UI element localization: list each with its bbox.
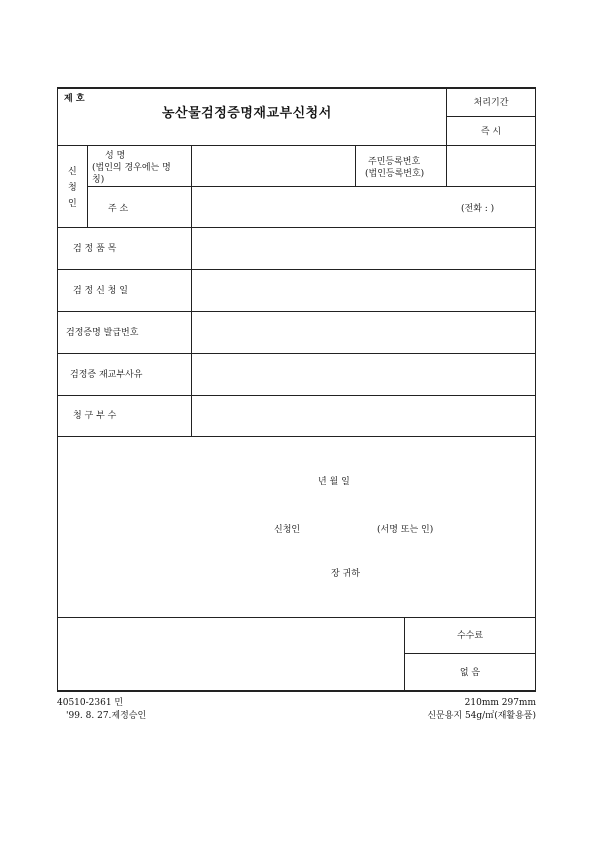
applicant-group-label-2: 청 <box>68 183 77 193</box>
frame-right <box>535 87 536 691</box>
reissue-reason-input[interactable] <box>192 354 535 395</box>
copies-input[interactable] <box>192 396 535 436</box>
row-label-application-date: 검 정 신 청 일 <box>73 286 128 296</box>
applicant-group-label-1: 신 <box>68 167 77 177</box>
id-label-left-divider <box>355 145 356 186</box>
inspection-item-input[interactable] <box>192 228 535 269</box>
approval-note: '99. 8. 27.제정승인 <box>66 711 147 721</box>
address-input[interactable] <box>192 187 442 227</box>
rows-bottom <box>57 436 536 437</box>
signature-note: (서명 또는 인) <box>377 525 434 535</box>
name-note-1: (법인의 경우에는 명 <box>92 163 171 173</box>
fee-top <box>57 617 536 618</box>
id-input[interactable] <box>447 146 535 186</box>
applicant-group-label-3: 인 <box>68 199 77 209</box>
address-label: 주 소 <box>108 204 129 214</box>
id-label: 주민등록번호 <box>368 157 421 167</box>
row-label-inspection-item: 검 정 품 목 <box>73 244 117 254</box>
paper-spec: 신문용지 54g/㎡(재활용품) <box>427 711 536 721</box>
row-label-certificate-number: 검정증명 발급번호 <box>66 328 139 338</box>
row-label-copies: 청 구 부 수 <box>73 411 117 421</box>
fee-label: 수수료 <box>456 631 484 641</box>
id-note: (법인등록번호) <box>365 169 425 179</box>
frame-bottom <box>57 690 536 692</box>
number-label: 제 호 <box>64 94 85 104</box>
processing-period-label: 처리기간 <box>473 98 509 108</box>
fee-mid <box>404 653 536 654</box>
form-title: 농산물검정증명재교부신청서 <box>162 106 332 121</box>
signature-date: 년 월 일 <box>318 477 350 487</box>
frame-left <box>57 87 58 691</box>
name-input[interactable] <box>192 146 354 186</box>
name-note-2: 칭) <box>92 175 105 185</box>
application-date-input[interactable] <box>192 270 535 311</box>
phone-label: (전화 : ) <box>461 204 495 214</box>
signature-applicant: 신청인 <box>274 525 301 535</box>
certificate-number-input[interactable] <box>192 312 535 353</box>
processing-divider <box>446 116 536 117</box>
fee-value: 없 음 <box>459 668 481 678</box>
paper-size: 210mm 297mm <box>464 698 536 708</box>
frame-top <box>57 87 536 89</box>
processing-period-value: 즉 시 <box>480 127 502 137</box>
fee-divider <box>404 617 405 691</box>
form-code: 40510-2361 민 <box>57 698 124 708</box>
signature-addressee: 장 귀하 <box>331 569 360 579</box>
row-label-reissue-reason: 검정증 재교부사유 <box>70 370 143 380</box>
name-label: 성 명 <box>105 151 126 161</box>
